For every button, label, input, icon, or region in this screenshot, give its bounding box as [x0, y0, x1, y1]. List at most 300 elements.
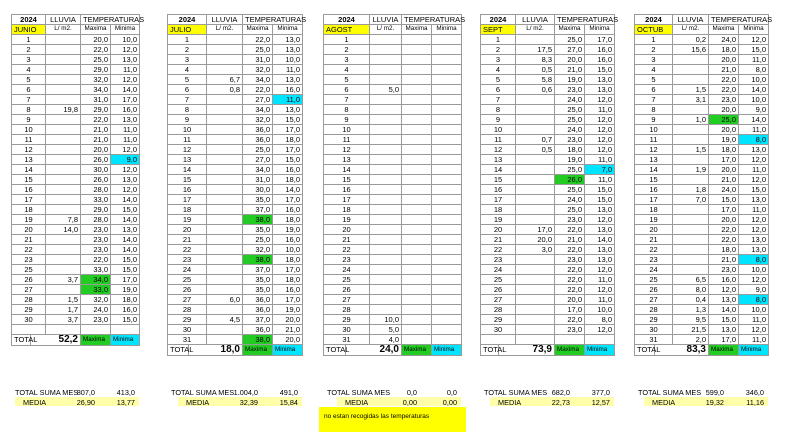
day-cell[interactable]: 23: [481, 255, 516, 265]
day-cell[interactable]: 14: [324, 165, 370, 175]
day-cell[interactable]: 3: [168, 55, 207, 65]
day-cell[interactable]: 17: [168, 195, 207, 205]
rain-cell[interactable]: 1,5: [673, 85, 709, 95]
max-temp-cell[interactable]: 22,0: [81, 115, 111, 125]
min-temp-cell[interactable]: 10,0: [739, 75, 769, 85]
max-temp-cell[interactable]: [402, 105, 432, 115]
day-cell[interactable]: [481, 335, 516, 345]
min-temp-cell[interactable]: 11,0: [739, 165, 769, 175]
day-cell[interactable]: 29: [168, 315, 207, 325]
day-cell[interactable]: 7: [635, 95, 673, 105]
rain-cell[interactable]: 0,7: [516, 135, 555, 145]
max-temp-cell[interactable]: 32,0: [81, 295, 111, 305]
rain-cell[interactable]: [46, 65, 81, 75]
min-temp-cell[interactable]: [432, 205, 462, 215]
year-cell[interactable]: 2024: [481, 15, 516, 25]
rain-cell[interactable]: [370, 45, 402, 55]
day-cell[interactable]: 26: [635, 285, 673, 295]
max-temp-cell[interactable]: 22,0: [709, 225, 739, 235]
min-temp-cell[interactable]: 15,0: [585, 185, 615, 195]
maxima-header[interactable]: Maxima: [81, 25, 111, 35]
max-temp-cell[interactable]: 34,0: [81, 85, 111, 95]
rain-cell[interactable]: [370, 255, 402, 265]
min-temp-cell[interactable]: 18,0: [273, 255, 303, 265]
min-temp-cell[interactable]: [432, 105, 462, 115]
max-temp-cell[interactable]: 18,0: [709, 245, 739, 255]
rain-cell[interactable]: [207, 175, 243, 185]
min-temp-cell[interactable]: 15,0: [585, 195, 615, 205]
day-cell[interactable]: 20: [168, 225, 207, 235]
day-cell[interactable]: 16: [168, 185, 207, 195]
min-temp-cell[interactable]: 11,0: [739, 125, 769, 135]
min-temp-cell[interactable]: 14,0: [111, 235, 140, 245]
day-cell[interactable]: 22: [12, 245, 46, 255]
min-temp-cell[interactable]: 19,0: [273, 305, 303, 315]
day-cell[interactable]: 16: [481, 185, 516, 195]
rain-cell[interactable]: [207, 275, 243, 285]
rain-cell[interactable]: [370, 135, 402, 145]
rain-cell[interactable]: [516, 315, 555, 325]
min-temp-cell[interactable]: [432, 225, 462, 235]
rain-cell[interactable]: 1,3: [673, 305, 709, 315]
temperaturas-header[interactable]: TEMPERATURAS: [555, 15, 615, 25]
max-temp-cell[interactable]: 23,0: [81, 315, 111, 325]
max-temp-cell[interactable]: 35,0: [243, 225, 273, 235]
min-temp-cell[interactable]: 11,0: [739, 335, 769, 345]
max-temp-cell[interactable]: 20,0: [709, 215, 739, 225]
day-cell[interactable]: 6: [481, 85, 516, 95]
min-temp-cell[interactable]: 13,0: [585, 85, 615, 95]
maxima-legend[interactable]: Maxima: [709, 345, 739, 356]
min-temp-cell[interactable]: [432, 115, 462, 125]
rain-cell[interactable]: [207, 135, 243, 145]
min-temp-cell[interactable]: 13,0: [111, 175, 140, 185]
minima-legend[interactable]: Minima: [739, 345, 769, 356]
rain-cell[interactable]: [370, 105, 402, 115]
min-temp-cell[interactable]: 13,0: [585, 225, 615, 235]
max-temp-cell[interactable]: 15,0: [709, 195, 739, 205]
rain-cell[interactable]: [370, 145, 402, 155]
max-temp-cell[interactable]: [402, 255, 432, 265]
min-temp-cell[interactable]: 9,0: [739, 105, 769, 115]
min-temp-cell[interactable]: 16,0: [111, 105, 140, 115]
max-temp-cell[interactable]: 23,0: [555, 85, 585, 95]
max-temp-cell[interactable]: 23,0: [709, 265, 739, 275]
min-temp-cell[interactable]: 12,0: [585, 325, 615, 335]
day-cell[interactable]: 2: [324, 45, 370, 55]
max-temp-cell[interactable]: 23,0: [81, 235, 111, 245]
rain-cell[interactable]: 5,0: [370, 325, 402, 335]
day-cell[interactable]: 31: [635, 335, 673, 345]
lm2-header[interactable]: L/ m2.: [516, 25, 555, 35]
max-temp-cell[interactable]: 23,0: [555, 325, 585, 335]
min-temp-cell[interactable]: 14,0: [739, 85, 769, 95]
rain-cell[interactable]: [46, 45, 81, 55]
min-temp-cell[interactable]: [432, 235, 462, 245]
min-temp-cell[interactable]: 11,0: [585, 175, 615, 185]
max-temp-cell[interactable]: 17,0: [709, 205, 739, 215]
total-label[interactable]: TOTAL: [12, 335, 31, 346]
max-temp-cell[interactable]: 23,0: [555, 215, 585, 225]
max-temp-cell[interactable]: [402, 165, 432, 175]
max-temp-cell[interactable]: 32,0: [81, 75, 111, 85]
month-name-cell[interactable]: JUNIO: [12, 25, 46, 35]
max-temp-cell[interactable]: [402, 135, 432, 145]
min-temp-cell[interactable]: 11,0: [585, 155, 615, 165]
min-temp-cell[interactable]: 15,0: [585, 65, 615, 75]
rain-cell[interactable]: [207, 145, 243, 155]
day-cell[interactable]: 2: [635, 45, 673, 55]
rain-cell[interactable]: 0,5: [516, 65, 555, 75]
max-temp-cell[interactable]: 27,0: [243, 155, 273, 165]
day-cell[interactable]: 10: [481, 125, 516, 135]
max-temp-cell[interactable]: [402, 215, 432, 225]
max-temp-cell[interactable]: [402, 185, 432, 195]
lm2-header[interactable]: L/ m2.: [370, 25, 402, 35]
day-cell[interactable]: 22: [635, 245, 673, 255]
max-temp-cell[interactable]: 34,0: [243, 165, 273, 175]
min-temp-cell[interactable]: 15,0: [111, 315, 140, 325]
day-cell[interactable]: 30: [481, 325, 516, 335]
min-temp-cell[interactable]: [432, 295, 462, 305]
rain-cell[interactable]: [516, 195, 555, 205]
min-temp-cell[interactable]: 12,0: [111, 185, 140, 195]
rain-cell[interactable]: [46, 325, 81, 335]
max-temp-cell[interactable]: 17,0: [709, 155, 739, 165]
rain-cell[interactable]: [673, 55, 709, 65]
rain-cell[interactable]: 5,8: [516, 75, 555, 85]
max-temp-cell[interactable]: [402, 235, 432, 245]
day-cell[interactable]: 15: [635, 175, 673, 185]
max-temp-cell[interactable]: 21,0: [709, 65, 739, 75]
min-temp-cell[interactable]: 11,0: [585, 105, 615, 115]
day-cell[interactable]: 26: [324, 285, 370, 295]
rain-cell[interactable]: [46, 55, 81, 65]
day-cell[interactable]: 28: [12, 295, 46, 305]
day-cell[interactable]: 21: [168, 235, 207, 245]
min-temp-cell[interactable]: 12,0: [111, 75, 140, 85]
max-temp-cell[interactable]: 24,0: [709, 185, 739, 195]
day-cell[interactable]: 5: [481, 75, 516, 85]
day-cell[interactable]: 3: [324, 55, 370, 65]
max-temp-cell[interactable]: [402, 245, 432, 255]
max-temp-cell[interactable]: 18,0: [555, 145, 585, 155]
min-temp-cell[interactable]: 11,0: [585, 295, 615, 305]
rain-cell[interactable]: [516, 265, 555, 275]
day-cell[interactable]: 2: [168, 45, 207, 55]
rain-total[interactable]: 73,9: [499, 345, 555, 356]
rain-cell[interactable]: [516, 325, 555, 335]
day-cell[interactable]: 23: [635, 255, 673, 265]
max-temp-cell[interactable]: 23,0: [81, 225, 111, 235]
day-cell[interactable]: 30: [168, 325, 207, 335]
min-temp-cell[interactable]: 10,0: [273, 245, 303, 255]
min-temp-cell[interactable]: 8,0: [739, 255, 769, 265]
rain-cell[interactable]: [516, 205, 555, 215]
temperaturas-header[interactable]: TEMPERATURAS: [81, 15, 140, 25]
rain-cell[interactable]: [207, 325, 243, 335]
min-temp-cell[interactable]: 12,0: [111, 45, 140, 55]
rain-cell[interactable]: [207, 205, 243, 215]
rain-cell[interactable]: [673, 155, 709, 165]
day-cell[interactable]: 28: [324, 305, 370, 315]
rain-cell[interactable]: [516, 105, 555, 115]
rain-cell[interactable]: [673, 175, 709, 185]
max-temp-cell[interactable]: 22,0: [555, 245, 585, 255]
min-temp-cell[interactable]: 11,0: [111, 125, 140, 135]
max-temp-cell[interactable]: 25,0: [243, 45, 273, 55]
rain-cell[interactable]: 0,2: [673, 35, 709, 45]
min-temp-cell[interactable]: 13,0: [273, 45, 303, 55]
max-temp-cell[interactable]: 27,0: [555, 45, 585, 55]
max-temp-cell[interactable]: 30,0: [243, 185, 273, 195]
day-cell[interactable]: 25: [12, 265, 46, 275]
day-cell[interactable]: 12: [635, 145, 673, 155]
day-cell[interactable]: 6: [12, 85, 46, 95]
year-cell[interactable]: 2024: [635, 15, 673, 25]
min-temp-cell[interactable]: 12,0: [739, 325, 769, 335]
max-temp-cell[interactable]: 25,0: [555, 165, 585, 175]
day-cell[interactable]: 20: [324, 225, 370, 235]
rain-cell[interactable]: [516, 35, 555, 45]
max-temp-cell[interactable]: 36,0: [243, 295, 273, 305]
rain-cell[interactable]: [207, 255, 243, 265]
day-cell[interactable]: 29: [324, 315, 370, 325]
rain-cell[interactable]: 10,0: [370, 315, 402, 325]
day-cell[interactable]: 27: [12, 285, 46, 295]
rain-cell[interactable]: [516, 95, 555, 105]
min-temp-cell[interactable]: 13,0: [739, 195, 769, 205]
min-temp-cell[interactable]: 15,0: [111, 265, 140, 275]
max-temp-cell[interactable]: 22,0: [709, 235, 739, 245]
min-temp-cell[interactable]: 17,0: [273, 145, 303, 155]
min-temp-cell[interactable]: 14,0: [111, 245, 140, 255]
day-cell[interactable]: 31: [324, 335, 370, 345]
min-temp-cell[interactable]: 10,0: [739, 305, 769, 315]
day-cell[interactable]: 29: [481, 315, 516, 325]
rain-cell[interactable]: [370, 235, 402, 245]
min-temp-cell[interactable]: [432, 165, 462, 175]
rain-cell[interactable]: [370, 165, 402, 175]
max-temp-cell[interactable]: 22,0: [243, 35, 273, 45]
rain-cell[interactable]: [370, 305, 402, 315]
day-cell[interactable]: 26: [481, 285, 516, 295]
total-label[interactable]: TOTAL: [481, 345, 499, 356]
rain-cell[interactable]: [207, 105, 243, 115]
max-temp-cell[interactable]: 34,0: [243, 105, 273, 115]
min-temp-cell[interactable]: 14,0: [111, 85, 140, 95]
day-cell[interactable]: 12: [168, 145, 207, 155]
day-cell[interactable]: 1: [635, 35, 673, 45]
day-cell[interactable]: 18: [168, 205, 207, 215]
rain-cell[interactable]: [207, 335, 243, 345]
day-cell[interactable]: 9: [12, 115, 46, 125]
day-cell[interactable]: 25: [324, 275, 370, 285]
min-temp-cell[interactable]: 14,0: [273, 185, 303, 195]
rain-cell[interactable]: [46, 85, 81, 95]
maxima-header[interactable]: Maxima: [402, 25, 432, 35]
minima-header[interactable]: Minima: [432, 25, 462, 35]
day-cell[interactable]: 6: [168, 85, 207, 95]
day-cell[interactable]: 28: [168, 305, 207, 315]
day-cell[interactable]: 16: [635, 185, 673, 195]
rain-cell[interactable]: [46, 135, 81, 145]
max-temp-cell[interactable]: 18,0: [709, 45, 739, 55]
max-temp-cell[interactable]: 20,0: [709, 105, 739, 115]
min-temp-cell[interactable]: 12,0: [585, 135, 615, 145]
min-temp-cell[interactable]: 10,0: [739, 95, 769, 105]
day-cell[interactable]: 5: [168, 75, 207, 85]
day-cell[interactable]: 18: [635, 205, 673, 215]
day-cell[interactable]: 24: [324, 265, 370, 275]
rain-cell[interactable]: [207, 245, 243, 255]
day-cell[interactable]: 13: [635, 155, 673, 165]
max-temp-cell[interactable]: 34,0: [243, 75, 273, 85]
day-cell[interactable]: 30: [324, 325, 370, 335]
max-temp-cell[interactable]: 25,0: [555, 105, 585, 115]
max-temp-cell[interactable]: 32,0: [243, 115, 273, 125]
min-temp-cell[interactable]: 14,0: [111, 195, 140, 205]
min-temp-cell[interactable]: 12,0: [111, 165, 140, 175]
day-cell[interactable]: 3: [635, 55, 673, 65]
min-temp-cell[interactable]: [432, 85, 462, 95]
max-temp-cell[interactable]: [402, 85, 432, 95]
day-cell[interactable]: 15: [324, 175, 370, 185]
max-temp-cell[interactable]: 25,0: [709, 115, 739, 125]
rain-cell[interactable]: 15,6: [673, 45, 709, 55]
min-temp-cell[interactable]: 12,0: [585, 95, 615, 105]
minima-header[interactable]: Minima: [273, 25, 303, 35]
min-temp-cell[interactable]: 8,0: [585, 315, 615, 325]
min-temp-cell[interactable]: 9,0: [739, 285, 769, 295]
day-cell[interactable]: 18: [12, 205, 46, 215]
rain-cell[interactable]: 17,0: [516, 225, 555, 235]
min-temp-cell[interactable]: 11,0: [111, 135, 140, 145]
rain-cell[interactable]: [673, 265, 709, 275]
day-cell[interactable]: 6: [324, 85, 370, 95]
max-temp-cell[interactable]: 21,0: [555, 235, 585, 245]
day-cell[interactable]: 21: [635, 235, 673, 245]
rain-cell[interactable]: [516, 305, 555, 315]
max-temp-cell[interactable]: 33,0: [81, 195, 111, 205]
max-temp-cell[interactable]: [402, 35, 432, 45]
day-cell[interactable]: 1: [168, 35, 207, 45]
rain-cell[interactable]: [516, 125, 555, 135]
min-temp-cell[interactable]: 13,0: [111, 115, 140, 125]
rain-cell[interactable]: [370, 285, 402, 295]
day-cell[interactable]: 18: [481, 205, 516, 215]
total-label[interactable]: TOTAL: [168, 345, 189, 356]
max-temp-cell[interactable]: 34,0: [81, 275, 111, 285]
day-cell[interactable]: 26: [12, 275, 46, 285]
day-cell[interactable]: 19: [635, 215, 673, 225]
day-cell[interactable]: 20: [481, 225, 516, 235]
maxima-legend[interactable]: Maxima: [402, 345, 432, 356]
max-temp-cell[interactable]: 37,0: [243, 205, 273, 215]
temperaturas-header[interactable]: TEMPERATURAS: [709, 15, 769, 25]
day-cell[interactable]: 7: [12, 95, 46, 105]
rain-cell[interactable]: [516, 165, 555, 175]
day-cell[interactable]: 19: [481, 215, 516, 225]
day-cell[interactable]: 14: [635, 165, 673, 175]
max-temp-cell[interactable]: 19,0: [709, 135, 739, 145]
max-temp-cell[interactable]: [555, 335, 585, 345]
min-temp-cell[interactable]: 14,0: [585, 235, 615, 245]
day-cell[interactable]: 8: [12, 105, 46, 115]
rain-cell[interactable]: [46, 175, 81, 185]
rain-cell[interactable]: [370, 295, 402, 305]
max-temp-cell[interactable]: 21,0: [709, 255, 739, 265]
rain-cell[interactable]: [370, 185, 402, 195]
lluvia-header[interactable]: LLUVIA: [516, 15, 555, 25]
max-temp-cell[interactable]: [402, 305, 432, 315]
day-cell[interactable]: 4: [635, 65, 673, 75]
min-temp-cell[interactable]: 17,0: [111, 275, 140, 285]
max-temp-cell[interactable]: 37,0: [243, 315, 273, 325]
rain-cell[interactable]: [207, 195, 243, 205]
max-temp-cell[interactable]: [402, 295, 432, 305]
max-temp-cell[interactable]: 28,0: [81, 215, 111, 225]
min-temp-cell[interactable]: [432, 75, 462, 85]
day-cell[interactable]: 22: [481, 245, 516, 255]
min-temp-cell[interactable]: 12,0: [585, 285, 615, 295]
rain-cell[interactable]: [516, 285, 555, 295]
min-temp-cell[interactable]: [432, 95, 462, 105]
min-temp-cell[interactable]: 12,0: [739, 275, 769, 285]
day-cell[interactable]: 18: [324, 205, 370, 215]
rain-cell[interactable]: [370, 55, 402, 65]
max-temp-cell[interactable]: 26,0: [81, 155, 111, 165]
day-cell[interactable]: 7: [168, 95, 207, 105]
min-temp-cell[interactable]: [432, 45, 462, 55]
max-temp-cell[interactable]: 29,0: [81, 65, 111, 75]
rain-cell[interactable]: 0,5: [516, 145, 555, 155]
min-temp-cell[interactable]: 11,0: [273, 95, 303, 105]
rain-cell[interactable]: 7,0: [673, 195, 709, 205]
rain-cell[interactable]: [370, 75, 402, 85]
max-temp-cell[interactable]: 32,0: [243, 65, 273, 75]
max-temp-cell[interactable]: 22,0: [555, 315, 585, 325]
rain-cell[interactable]: 6,5: [673, 275, 709, 285]
day-cell[interactable]: 9: [635, 115, 673, 125]
day-cell[interactable]: 16: [324, 185, 370, 195]
day-cell[interactable]: 12: [481, 145, 516, 155]
max-temp-cell[interactable]: [402, 205, 432, 215]
day-cell[interactable]: 17: [481, 195, 516, 205]
min-temp-cell[interactable]: 12,0: [739, 215, 769, 225]
min-temp-cell[interactable]: [432, 155, 462, 165]
day-cell[interactable]: 1: [12, 35, 46, 45]
max-temp-cell[interactable]: [402, 325, 432, 335]
rain-cell[interactable]: 6,7: [207, 75, 243, 85]
rain-cell[interactable]: [673, 235, 709, 245]
min-temp-cell[interactable]: 17,0: [273, 295, 303, 305]
min-temp-cell[interactable]: [432, 185, 462, 195]
min-temp-cell[interactable]: 14,0: [739, 115, 769, 125]
rain-cell[interactable]: [207, 55, 243, 65]
day-cell[interactable]: 4: [168, 65, 207, 75]
month-name-cell[interactable]: AGOST: [324, 25, 370, 35]
lluvia-header[interactable]: LLUVIA: [46, 15, 81, 25]
max-temp-cell[interactable]: 33,0: [81, 265, 111, 275]
maxima-legend[interactable]: Maxima: [243, 345, 273, 356]
maxima-header[interactable]: Maxima: [709, 25, 739, 35]
max-temp-cell[interactable]: 28,0: [81, 185, 111, 195]
max-temp-cell[interactable]: 22,0: [709, 75, 739, 85]
day-cell[interactable]: 17: [324, 195, 370, 205]
day-cell[interactable]: 14: [481, 165, 516, 175]
min-temp-cell[interactable]: 17,0: [273, 125, 303, 135]
